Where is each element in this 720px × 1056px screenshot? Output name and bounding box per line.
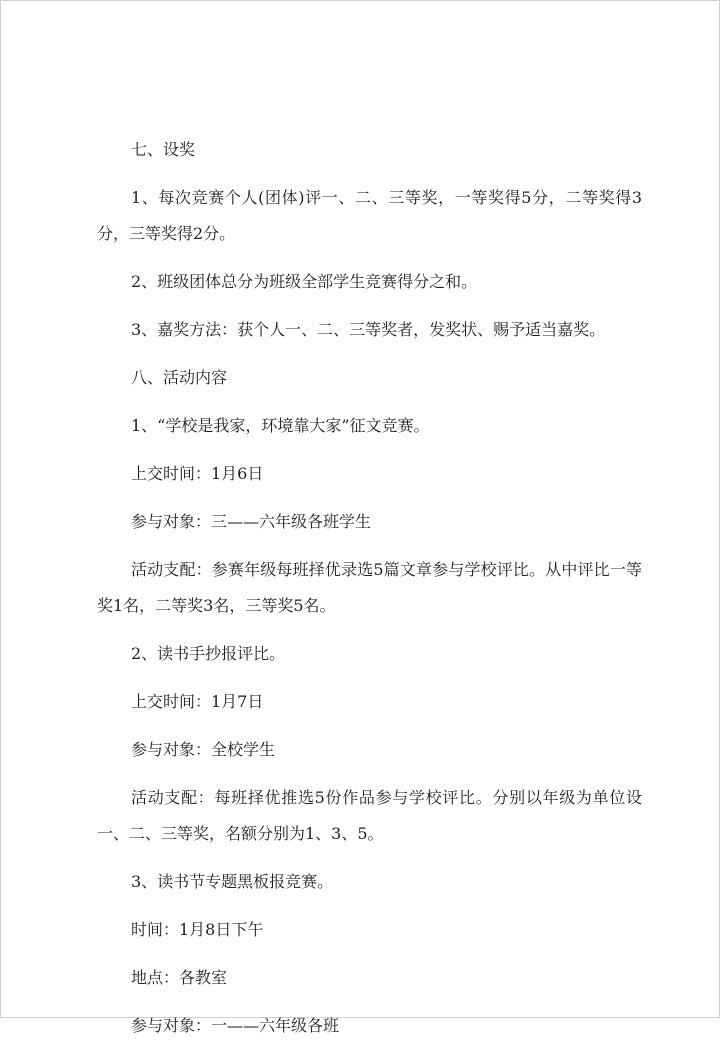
- activity-3-location: 地点：各教室: [131, 968, 228, 987]
- activity-2-participants: 参与对象：全校学生: [131, 740, 276, 759]
- activity-1-arrangement: 活动支配：参赛年级每班择优录选5篇文章参与学校评比。从中评比一等奖1名，二等奖3名，三等奖5名。: [97, 560, 642, 615]
- paragraph-award-points: 1、每次竞赛个人(团体)评一、二、三等奖，一等奖得5分，二等奖得3分，三等奖得2分。: [97, 188, 642, 243]
- activity-2-arrangement: 活动支配：每班择优推选5份作品参与学校评比。分别以年级为单位设一、二、三等奖，名额分别为1、3、5。: [97, 788, 642, 843]
- paragraph-class-total: 2、班级团体总分为班级全部学生竞赛得分之和。: [131, 272, 478, 291]
- activity-1-deadline: 上交时间：1月6日: [131, 464, 264, 483]
- activity-2-deadline: 上交时间：1月7日: [131, 692, 264, 711]
- section-heading-activities: 八、活动内容: [131, 368, 228, 387]
- paragraph-reward-method: 3、嘉奖方法：获个人一、二、三等奖者，发奖状、赐予适当嘉奖。: [131, 320, 606, 339]
- activity-3-title: 3、读书节专题黑板报竞赛。: [131, 872, 334, 891]
- section-heading-awards: 七、设奖: [131, 140, 196, 159]
- activity-2-title: 2、读书手抄报评比。: [131, 644, 286, 663]
- document-body: [97, 132, 642, 1056]
- activity-1-participants: 参与对象：三——六年级各班学生: [131, 512, 372, 531]
- activity-3-participants: 参与对象：一——六年级各班: [131, 1016, 340, 1035]
- activity-3-time: 时间：1月8日下午: [131, 920, 264, 939]
- activity-1-title: 1、“学校是我家，环境靠大家”征文竞赛。: [131, 416, 430, 435]
